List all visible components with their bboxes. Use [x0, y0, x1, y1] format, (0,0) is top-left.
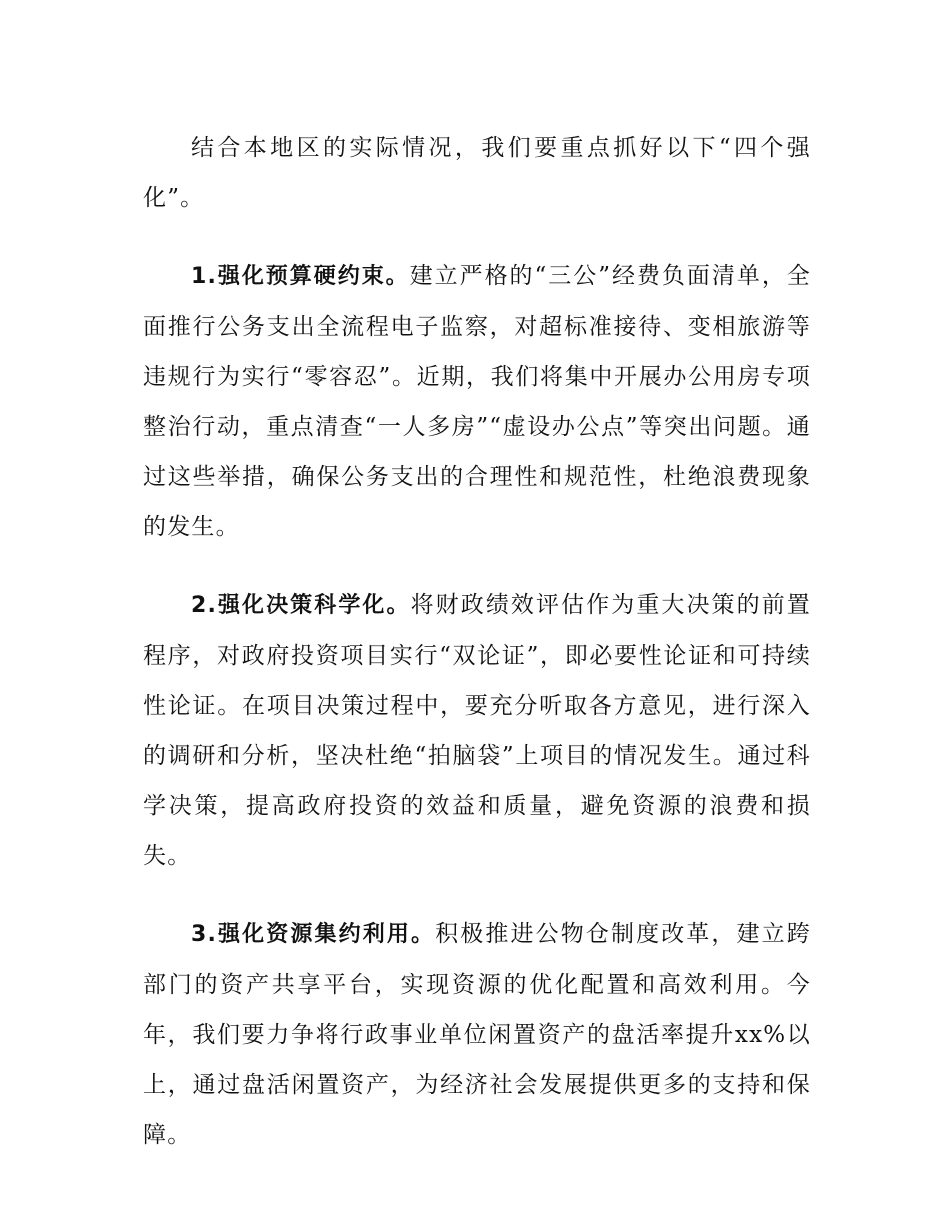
intro-paragraph: 结合本地区的实际情况，我们要重点抓好以下“四个强化”。 — [143, 135, 811, 211]
section-2-paragraph — [143, 580, 811, 881]
section-1-heading: 1.强化预算硬约束。 — [191, 264, 410, 289]
section-3-heading: 3.强化资源集约利用。 — [191, 922, 436, 947]
section-2-heading: 2.强化决策科学化。 — [191, 593, 411, 618]
section-3-body: 积极推进公物仓制度改革，建立跨部门的资产共享平台，实现资源的优化配置和高效利用。今年，我们要力争将行政事业单位闲置资产的盘活率提升xx%以上，通过盘活闲置资产，为经济社会发展提供更多的支持和保障。 — [143, 921, 811, 1148]
document-body — [143, 123, 811, 1160]
section-2-body: 将财政绩效评估作为重大决策的前置程序，对政府投资项目实行“双论证”，即必要性论证和可持续性论证。在项目决策过程中，要充分听取各方意见，进行深入的调研和分析，坚决杜绝“拍脑袋”上项目的情况发生。通过科学决策，提高政府投资的效益和质量，避免资源的浪费和损失。 — [143, 592, 811, 869]
section-3-paragraph — [143, 909, 811, 1160]
section-1-paragraph — [143, 251, 811, 552]
section-1-body: 建立严格的“三公”经费负面清单，全面推行公务支出全流程电子监察，对超标准接待、变相旅游等违规行为实行“零容忍”。近期，我们将集中开展办公用房专项整治行动，重点清查“一人多房”“虚设办公点”等突出问题。通过这些举措，确保公务支出的合理性和规范性，杜绝浪费现象的发生。 — [143, 263, 811, 540]
